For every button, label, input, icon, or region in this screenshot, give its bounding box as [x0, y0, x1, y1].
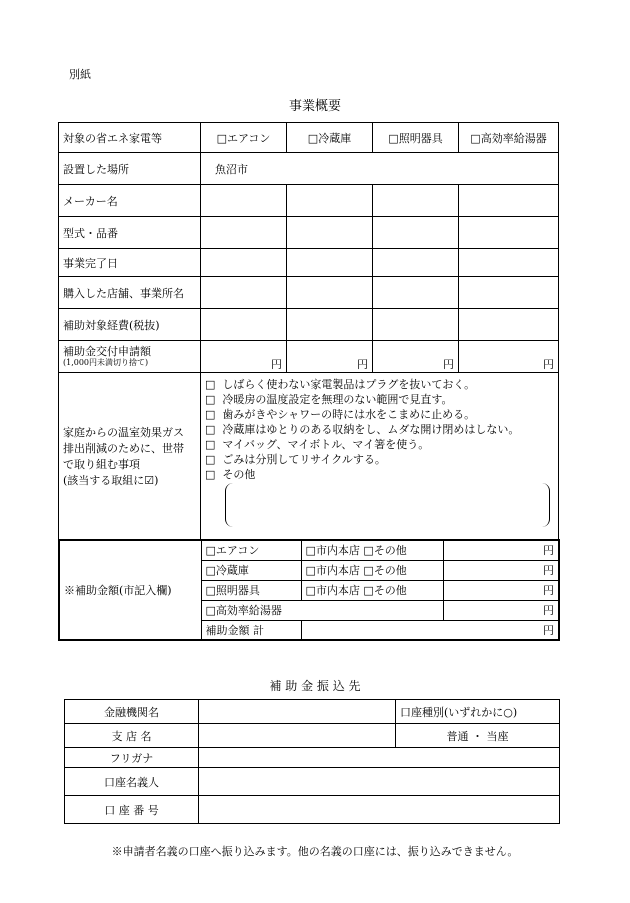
bank-table: [64, 699, 560, 824]
completion-field[interactable]: [459, 249, 559, 277]
completion-label: 事業完了日: [59, 249, 201, 277]
checkbox-fridge[interactable]: □ 冷蔵庫: [287, 123, 373, 153]
city-amount-field[interactable]: 円: [443, 540, 559, 560]
grant-request-label: 補助金交付申請額 (1,000円未満切り捨て): [59, 341, 201, 373]
completion-field[interactable]: [287, 249, 373, 277]
store-field[interactable]: [201, 277, 287, 309]
checkbox-lighting[interactable]: □ 照明器具: [373, 123, 459, 153]
effort-checkbox-other[interactable]: □ その他: [205, 467, 554, 482]
branch-label: 支 店 名: [65, 724, 199, 748]
holder-label: 口座名義人: [65, 768, 199, 796]
maker-field[interactable]: [201, 185, 287, 217]
expense-label: 補助対象経費(税抜): [59, 309, 201, 341]
grant-request-field[interactable]: 円: [459, 341, 559, 373]
effort-checkbox[interactable]: □ しばらく使わない家電製品はプラグを抜いておく。: [205, 377, 554, 392]
city-item-water-heater[interactable]: □ 高効率給湯器: [201, 600, 443, 620]
effort-checkbox[interactable]: □ 冷蔵庫はゆとりのある収納をし、ムダな開け閉めはしない。: [205, 422, 554, 437]
model-field[interactable]: [287, 217, 373, 249]
expense-field[interactable]: [287, 309, 373, 341]
holder-field[interactable]: [199, 768, 560, 796]
attachment-label: 別紙: [69, 68, 91, 81]
efforts-label: 家庭からの温室効果ガス 排出削減のために、世帯 で取り組む事項 (該当する取組に☑): [59, 373, 201, 541]
effort-checkbox[interactable]: □ 冷暖房の温度設定を無理のない範囲で見直す。: [205, 392, 554, 407]
city-amount-field[interactable]: 円: [443, 560, 559, 580]
city-amount-field[interactable]: 円: [443, 600, 559, 620]
expense-field[interactable]: [201, 309, 287, 341]
account-number-field[interactable]: [199, 796, 560, 824]
effort-checkbox[interactable]: □ マイバッグ、マイボトル、マイ箸を使う。: [205, 437, 554, 452]
bank-note: ※申請者名義の口座へ振り込みます。他の名義の口座には、振り込みできません。: [111, 845, 519, 858]
completion-field[interactable]: [373, 249, 459, 277]
store-field[interactable]: [459, 277, 559, 309]
institution-label: 金融機関名: [65, 700, 199, 724]
city-item-lighting[interactable]: □ 照明器具: [201, 580, 301, 600]
furigana-field[interactable]: [199, 748, 560, 768]
model-label: 型式・品番: [59, 217, 201, 249]
location-field[interactable]: 魚沼市: [201, 153, 559, 185]
account-type-options[interactable]: 普通 ・ 当座: [396, 724, 560, 748]
expense-field[interactable]: [373, 309, 459, 341]
page-title: 事業概要: [288, 99, 341, 114]
branch-field[interactable]: [199, 724, 396, 748]
efforts-list: [201, 373, 559, 541]
institution-field[interactable]: [199, 700, 396, 724]
city-item-aircon[interactable]: □ エアコン: [201, 540, 301, 560]
city-table: [58, 539, 560, 641]
effort-checkbox[interactable]: □ 歯みがきやシャワーの時には水をこまめに止める。: [205, 407, 554, 422]
model-field[interactable]: [373, 217, 459, 249]
grant-request-field[interactable]: 円: [201, 341, 287, 373]
city-store-options[interactable]: □ 市内本店 □ その他: [301, 560, 443, 580]
store-field[interactable]: [287, 277, 373, 309]
city-store-options[interactable]: □ 市内本店 □ その他: [301, 540, 443, 560]
maker-label: メーカー名: [59, 185, 201, 217]
furigana-label: フリガナ: [65, 748, 199, 768]
maker-field[interactable]: [287, 185, 373, 217]
model-field[interactable]: [201, 217, 287, 249]
bank-title: 補 助 金 振 込 先: [269, 679, 361, 693]
city-amount-field[interactable]: 円: [443, 580, 559, 600]
city-store-options[interactable]: □ 市内本店 □ その他: [301, 580, 443, 600]
account-type-label: 口座種別(いずれかに○): [396, 700, 560, 724]
store-field[interactable]: [373, 277, 459, 309]
expense-field[interactable]: [459, 309, 559, 341]
city-label: ※補助金額(市記入欄): [59, 540, 201, 640]
city-total-field[interactable]: 円: [301, 620, 559, 640]
account-number-label: 口 座 番 号: [65, 796, 199, 824]
city-item-fridge[interactable]: □ 冷蔵庫: [201, 560, 301, 580]
checkbox-aircon[interactable]: □ エアコン: [201, 123, 287, 153]
grant-request-field[interactable]: 円: [373, 341, 459, 373]
maker-field[interactable]: [373, 185, 459, 217]
maker-field[interactable]: [459, 185, 559, 217]
store-label: 購入した店舗、事業所名: [59, 277, 201, 309]
appliance-label: 対象の省エネ家電等: [59, 123, 201, 153]
city-total-label: 補助金額 計: [201, 620, 301, 640]
model-field[interactable]: [459, 217, 559, 249]
other-bracket-field[interactable]: [225, 483, 550, 527]
summary-table: [58, 122, 559, 541]
grant-request-field[interactable]: 円: [287, 341, 373, 373]
completion-field[interactable]: [201, 249, 287, 277]
effort-checkbox[interactable]: □ ごみは分別してリサイクルする。: [205, 452, 554, 467]
location-label: 設置した場所: [59, 153, 201, 185]
checkbox-water-heater[interactable]: □ 高効率給湯器: [459, 123, 559, 153]
